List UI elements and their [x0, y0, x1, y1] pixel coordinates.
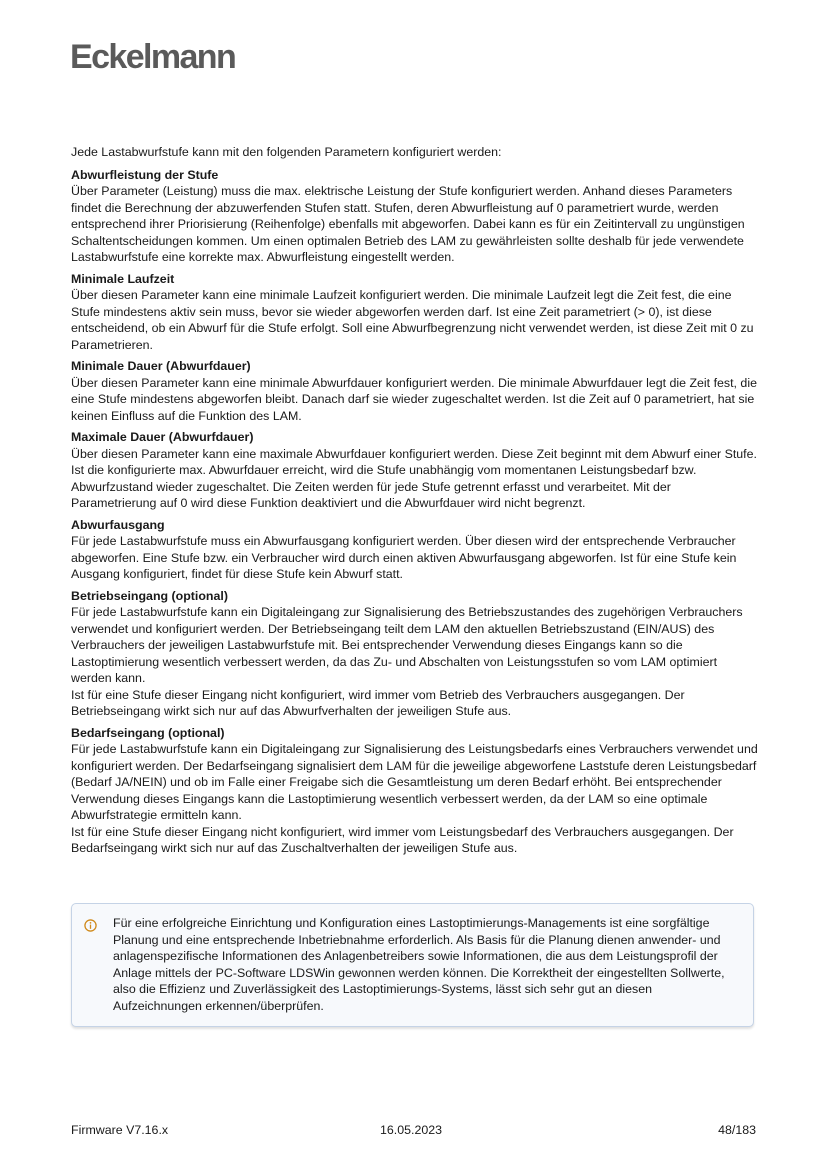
section-bedarfseingang [71, 725, 759, 857]
section-title: Abwurfausgang [71, 517, 165, 532]
section-paragraph: Ist für eine Stufe dieser Eingang nicht konfiguriert, wird immer vom Leistungsbedarf des Verbrauchers ausgegangen. Der Bedarfseingang wirkt sich nur auf das Zuschaltverhalten der jeweiligen Stufe aus. [71, 824, 734, 855]
section-title: Maximale Dauer (Abwurfdauer) [71, 430, 254, 444]
section-paragraph: Für jede Lastabwurfstufe kann ein Digitaleingang zur Signalisierung des Betriebszustandes des zugehörigen Verbrauchers verwendet und konfiguriert werden. Der Betriebseingang teilt dem LAM den aktuellen Betriebszustand (EIN/AUS) des Verbrauchers der jeweiligen Lastabwurfstufe mit. Bei entsprechender Verwendung dieses Eingangs kann so die Lastoptimierung wesentlich verbessert werden, da das Zu- und Abschalten von Leistungsstufen so vom LAM optimiert werden kann. [71, 605, 743, 685]
section-paragraph: Über diesen Parameter kann eine minimale Laufzeit konfiguriert werden. Die minimale Laufzeit legt die Zeit fest, die eine Stufe mindestens aktiv sein muss, bevor sie wieder abgeworfen werden darf. Ist eine Zeit parametriert (> 0), ist diese entscheidend, ob ein Abwurf für die Stufe erfolgt. Soll eine Abwurfbegrenzung nicht verwendet werden, ist diese Zeit mit 0 zu Parametrieren. [71, 288, 754, 352]
eckelmann-logo: Eckelmann [70, 38, 236, 76]
page-content [71, 144, 759, 862]
section-paragraph: Über diesen Parameter kann eine maximale Abwurfdauer konfiguriert werden. Diese Zeit beginnt mit dem Abwurf einer Stufe. Ist die konfigurierte max. Abwurfdauer erreicht, wird die Stufe unabhängig vom momentanen Leistungsbedarf bzw. Abwurfzustand wieder zugeschaltet. Die Zeiten werden für jede Stufe getrennt erfasst und verarbeitet. Mit der Parametrierung auf 0 wird diese Funktion deaktiviert und die Abwurfdauer wird nicht begrenzt. [71, 446, 757, 510]
section-minimale-dauer [71, 358, 759, 424]
footer-page-number: 48/183 [718, 1123, 756, 1137]
section-title: Abwurfleistung der Stufe [71, 167, 219, 182]
section-paragraph: Für jede Lastabwurfstufe kann ein Digitaleingang zur Signalisierung des Leistungsbedarfs eines Verbrauchers verwendet und konfiguriert werden. Der Bedarfseingang signalisiert dem LAM für die jeweilige abgeworfene Laststufe deren Leistungsbedarf (Bedarf JA/NEIN) und ob im Falle einer Freigabe sich die Gesamtleistung um deren Bedarf erhöht. Bei entsprechender Verwendung dieses Eingangs kann die Lastoptimierung wesentlich verbessert werden, da der LAM so eine optimale Abwurfstrategie ermitteln kann. [71, 742, 758, 822]
section-title: Betriebseingang (optional) [71, 588, 228, 603]
section-paragraph: Für jede Lastabwurfstufe muss ein Abwurfausgang konfiguriert werden. Über diesen wird der entsprechende Verbraucher abgeworfen. Eine Stufe bzw. ein Verbraucher wird durch einen aktiven Abwurfausgang abgeworfen. Ist für eine Stufe kein Ausgang konfiguriert, findet für diese Stufe kein Abwurf statt. [71, 534, 737, 581]
section-abwurfleistung [71, 167, 759, 266]
section-title: Minimale Laufzeit [71, 271, 175, 286]
info-icon [84, 919, 97, 932]
section-paragraph: Über Parameter (Leistung) muss die max. elektrische Leistung der Stufe konfiguriert werden. Anhand dieses Parameters findet die Berechnung der abzuwerfenden Stufen statt. Stufen, deren Abwurfleistung auf 0 parametriert wurde, werden entsprechend ihrer Priorisierung (Reihenfolge) ebenfalls mit abgeworfen. Dabei kann es für ein Zeitintervall zu ungünstigen Schaltentscheidungen kommen. Um einen optimalen Betrieb des LAM zu gewährleisten sollte deshalb für jede verwendete Lastabwurfstufe eine korrekte max. Abwurfleistung eingestellt werden. [71, 184, 745, 264]
section-paragraph: Über diesen Parameter kann eine minimale Abwurfdauer konfiguriert werden. Die minimale Abwurfdauer legt die Zeit fest, die eine Stufe mindestens abgeworfen bleibt. Danach darf sie wieder zugeschaltet werden. Ist die Zeit auf 0 parametriert, hat sie keinen Einfluss auf die Funktion des LAM. [71, 375, 757, 423]
section-betriebseingang [71, 588, 759, 720]
info-note-text: Für eine erfolgreiche Einrichtung und Konfiguration eines Lastoptimierungs-Managements ist eine sorgfältige Planung und eine entsprechende Inbetriebnahme erforderlich. Als Basis für die Planung dienen anwender- und anlagenspezifische Informationen des Anlagenbetreibers sowie Informationen, die aus dem Leistungsprofil der Anlage mittels der PC-Software LDSWin gewonnen werden können. Die Korrektheit der eingestellten Sollwerte, also die Effizienz und Zuverlässigkeit des Lastoptimierungs-Systems, lässt sich sehr gut an diesen Aufzeichnungen erkennen/überprüfen. [113, 916, 725, 1013]
section-minimale-laufzeit [71, 271, 759, 354]
info-note-box [71, 903, 754, 1027]
section-title: Bedarfseingang (optional) [71, 725, 225, 740]
section-paragraph: Ist für eine Stufe dieser Eingang nicht konfiguriert, wird immer vom Betrieb des Verbrauchers ausgegangen. Der Betriebseingang wirkt sich nur auf das Abwurfverhalten der jeweiligen Stufe aus. [71, 687, 685, 718]
intro-text: Jede Lastabwurfstufe kann mit den folgenden Parametern konfiguriert werden: [71, 145, 502, 159]
section-title: Minimale Dauer (Abwurfdauer) [71, 359, 251, 373]
footer-firmware: Firmware V7.16.x [71, 1123, 169, 1137]
footer-date: 16.05.2023 [380, 1123, 443, 1137]
section-maximale-dauer [71, 429, 759, 512]
section-abwurfausgang [71, 517, 759, 583]
